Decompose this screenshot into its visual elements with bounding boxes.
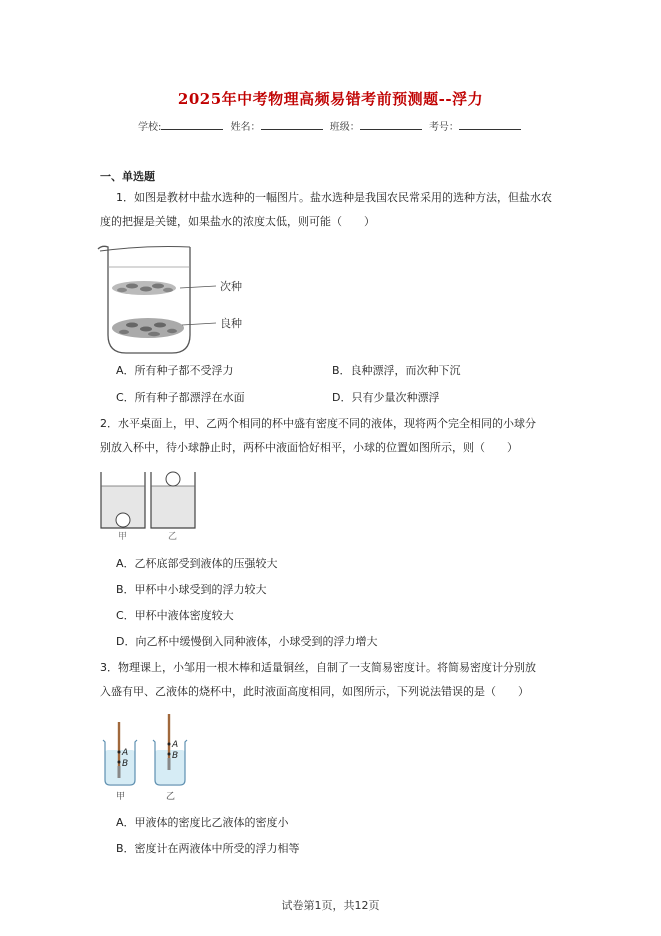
- question-3-line-2: 入盛有甲、乙液体的烧杯中，此时液面高度相同，如图所示，下列说法错误的是（ ）: [100, 685, 529, 698]
- class-label: 班级：: [329, 122, 360, 133]
- seed-beaker-figure: [96, 243, 256, 358]
- point-label-b-yi: B: [172, 751, 179, 761]
- school-blank: [161, 119, 223, 130]
- q3-option-b[interactable]: B．密度计在两液体中所受的浮力相等: [116, 842, 300, 855]
- seed-label-good: 良种: [220, 317, 242, 330]
- name-blank: [261, 119, 323, 130]
- name-label: 姓名：: [230, 122, 261, 133]
- question-1-line-1: 1．如图是教材中盐水选种的一幅图片。盐水选种是我国农民常采用的选种方法，但盐水农: [116, 191, 552, 204]
- q1-option-c[interactable]: C．所有种子都漂浮在水面: [116, 391, 245, 404]
- two-cups-figure: [98, 468, 198, 542]
- q3-option-a[interactable]: A．甲液体的密度比乙液体的密度小: [116, 816, 289, 829]
- point-label-a-yi: A: [172, 740, 179, 750]
- question-3-line-1: 3．物理课上，小邹用一根木棒和适量铜丝，自制了一支简易密度计。将简易密度计分别放: [100, 661, 536, 674]
- seed-label-inferior: 次种: [220, 280, 242, 293]
- class-blank: [360, 119, 422, 130]
- question-1-line-2: 度的把握是关键，如果盐水的浓度太低，则可能（ ）: [100, 215, 375, 228]
- q1-option-a[interactable]: A．所有种子都不受浮力: [116, 364, 234, 377]
- number-blank: [459, 119, 521, 130]
- question-2-line-1: 2．水平桌面上，甲、乙两个相同的杯中盛有密度不同的液体，现将两个完全相同的小球分: [100, 417, 536, 430]
- student-info-row: [138, 118, 525, 133]
- beaker-label-jia: 甲: [116, 792, 126, 802]
- question-2-line-2: 别放入杯中，待小球静止时，两杯中液面恰好相平，小球的位置如图所示，则（ ）: [100, 441, 518, 454]
- school-label: 学校:: [138, 122, 162, 133]
- hydrometer-figure: [100, 710, 200, 802]
- beaker-label-yi: 乙: [166, 792, 176, 802]
- page-title: 2025年中考物理高频易错考前预测题--浮力: [177, 90, 484, 108]
- page-footer: 试卷第1页，共12页: [281, 899, 380, 912]
- point-label-b-jia: B: [122, 759, 129, 769]
- cup-label-yi: 乙: [168, 532, 178, 542]
- q2-option-c[interactable]: C．甲杯中液体密度较大: [116, 609, 234, 622]
- section-title: 一、单选题: [100, 170, 155, 183]
- cup-label-jia: 甲: [118, 532, 128, 542]
- q2-option-a[interactable]: A．乙杯底部受到液体的压强较大: [116, 557, 278, 570]
- q1-option-d[interactable]: D．只有少量次种漂浮: [332, 391, 440, 404]
- point-label-a-jia: A: [122, 748, 129, 758]
- q1-option-b[interactable]: B．良种漂浮，而次种下沉: [332, 364, 461, 377]
- q2-option-b[interactable]: B．甲杯中小球受到的浮力较大: [116, 583, 267, 596]
- number-label: 考号：: [428, 122, 459, 133]
- q2-option-d[interactable]: D．向乙杯中缓慢倒入同种液体，小球受到的浮力增大: [116, 635, 378, 648]
